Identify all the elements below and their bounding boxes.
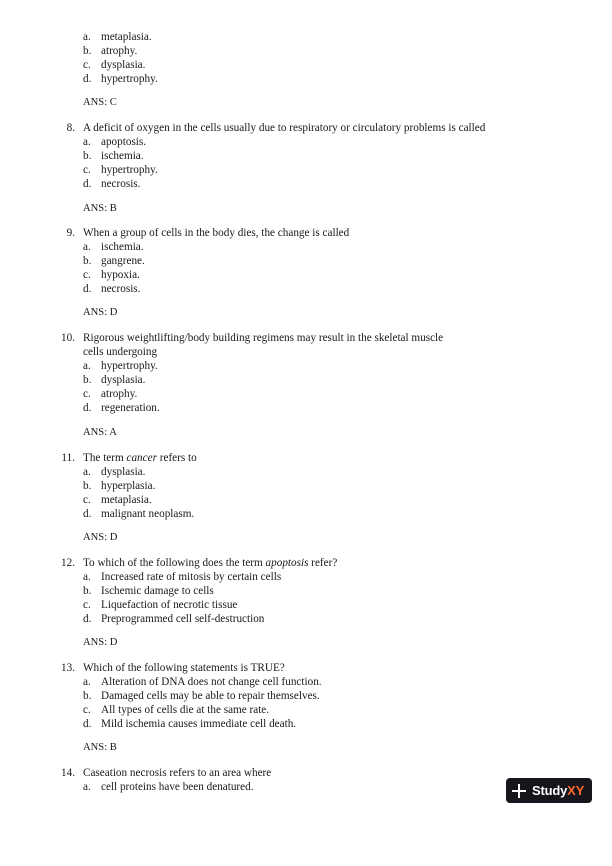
question-number: 10.: [61, 332, 75, 344]
answer-10: ANS: A: [83, 427, 117, 438]
option-11d: d. malignant neoplasm.: [83, 508, 195, 520]
option-9d: d. necrosis.: [83, 283, 141, 295]
brand-accent: XY: [567, 783, 585, 798]
emphasized-term: cancer: [126, 452, 157, 464]
question-number: 9.: [66, 227, 75, 239]
option-8d: d. necrosis.: [83, 178, 141, 190]
option-11a: a. dysplasia.: [83, 466, 146, 478]
option-7a: a. metaplasia.: [83, 31, 152, 43]
emphasized-term: apoptosis: [265, 557, 309, 569]
option-7b: b. atrophy.: [83, 45, 138, 57]
option-9c: c. hypoxia.: [83, 269, 140, 281]
option-13d: d. Mild ischemia causes immediate cell death.: [83, 718, 297, 730]
question-text: When a group of cells in the body dies, the change is called: [83, 227, 350, 239]
option-12b: b. Ischemic damage to cells: [83, 585, 214, 597]
option-11b: b. hyperplasia.: [83, 480, 156, 492]
answer-11: ANS: D: [83, 532, 118, 543]
question-text: To which of the following does the term apoptosis refer?: [83, 557, 338, 569]
option-8c: c. hypertrophy.: [83, 164, 158, 176]
question-number: 12.: [61, 557, 75, 569]
option-10a: a. hypertrophy.: [83, 360, 158, 372]
option-8a: a. apoptosis.: [83, 136, 147, 148]
option-7d: d. hypertrophy.: [83, 73, 158, 85]
question-text: Which of the following statements is TRUE?: [83, 662, 285, 674]
question-text: Caseation necrosis refers to an area where: [83, 767, 272, 779]
option-12c: c. Liquefaction of necrotic tissue: [83, 599, 238, 611]
question-number: 13.: [61, 662, 75, 674]
plus-icon: [512, 784, 526, 798]
option-9b: b. gangrene.: [83, 255, 145, 267]
option-10c: c. atrophy.: [83, 388, 138, 400]
answer-12: ANS: D: [83, 637, 118, 648]
option-14a: a. cell proteins have been denatured.: [83, 781, 254, 793]
option-13c: c. All types of cells die at the same rate.: [83, 704, 270, 716]
question-number: 11.: [61, 452, 75, 464]
answer-13: ANS: B: [83, 742, 117, 753]
question-text-line-1: Rigorous weightlifting/body building regimens may result in the skeletal muscle: [83, 332, 444, 344]
brand-name: Study: [532, 783, 568, 798]
question-text: A deficit of oxygen in the cells usually due to respiratory or circulatory problems is called: [83, 122, 486, 134]
option-12a: a. Increased rate of mitosis by certain cells: [83, 571, 282, 583]
question-number: 8.: [66, 122, 75, 134]
option-7c: c. dysplasia.: [83, 59, 146, 71]
option-10b: b. dysplasia.: [83, 374, 146, 386]
answer-8: ANS: B: [83, 203, 117, 214]
answer-9: ANS: D: [83, 307, 118, 318]
option-9a: a. ischemia.: [83, 241, 144, 253]
option-10d: d. regeneration.: [83, 402, 160, 414]
option-8b: b. ischemia.: [83, 150, 144, 162]
answer-7: ANS: C: [83, 97, 117, 108]
question-text-line-2: cells undergoing: [83, 346, 158, 358]
question-text: The term cancer refers to: [83, 452, 197, 464]
option-13b: b. Damaged cells may be able to repair themselves.: [83, 690, 320, 702]
option-12d: d. Preprogrammed cell self-destruction: [83, 613, 265, 625]
option-13a: a. Alteration of DNA does not change cell function.: [83, 676, 322, 688]
question-number: 14.: [61, 767, 75, 779]
option-11c: c. metaplasia.: [83, 494, 152, 506]
studyxy-badge[interactable]: [506, 778, 592, 803]
